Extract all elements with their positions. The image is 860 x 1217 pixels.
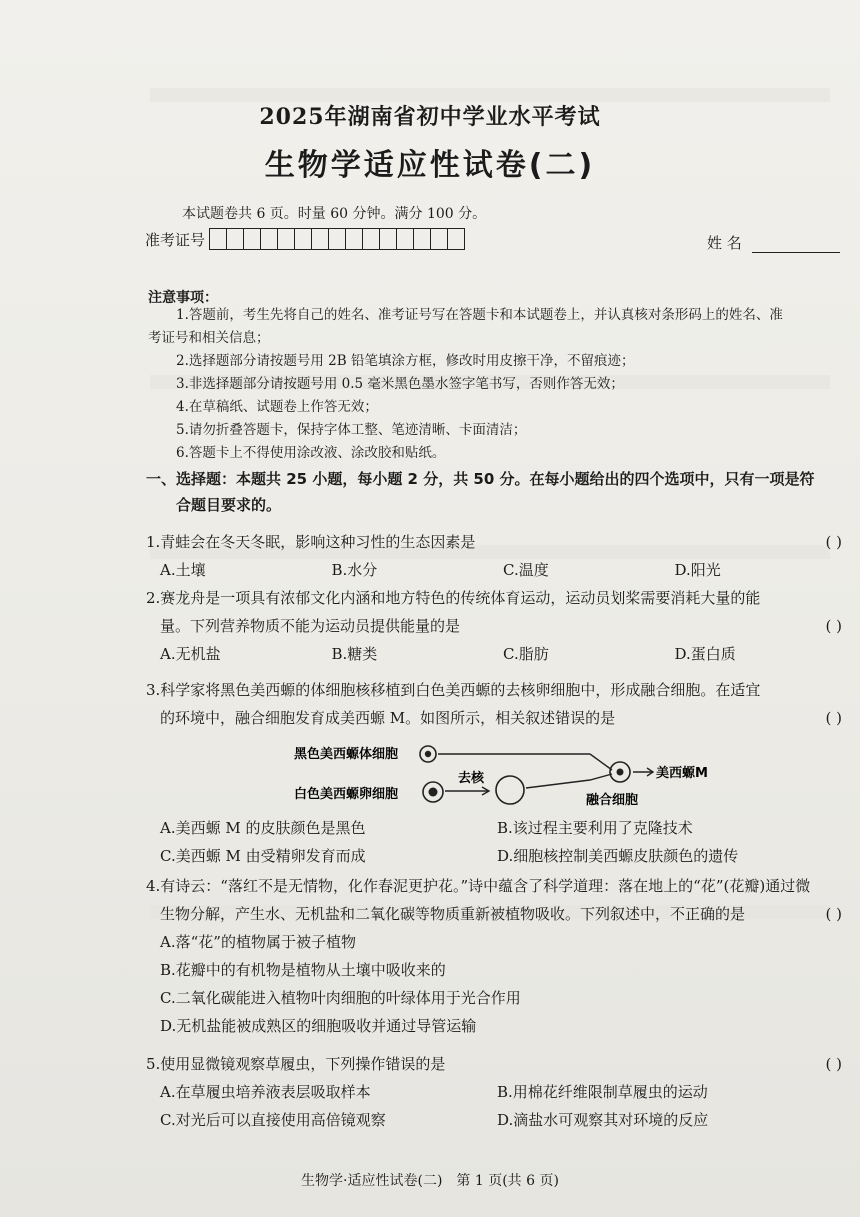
answer-bracket: ( ) xyxy=(825,533,842,551)
option-c: C.二氧化碳能进入植物叶肉细胞的叶绿体用于光合作用 xyxy=(160,989,521,1007)
notice-item: 4.在草稿纸、试题卷上作答无效； xyxy=(176,399,378,415)
name-field-row xyxy=(707,232,840,253)
option-d: D.蛋白质 xyxy=(674,645,736,663)
question-2 xyxy=(146,584,846,668)
notice-item: 1.答题前，考生先将自己的姓名、准考证号写在答题卡和本试题卷上，并认真核对条形码上的姓名、准 xyxy=(176,307,783,323)
question-stem: 5.使用显微镜观察草履虫，下列操作错误的是 xyxy=(146,1055,446,1073)
name-line[interactable] xyxy=(752,236,840,253)
notice-list xyxy=(148,304,848,465)
black-cell-nucleus xyxy=(425,751,431,757)
exam-subtitle: 生物学适应性试卷(二) xyxy=(264,148,596,183)
option-c: C.温度 xyxy=(503,561,549,579)
candidate-id-label: 准考证号 xyxy=(145,230,206,249)
question-stem: 生物分解，产生水、无机盐和二氧化碳等物质重新被植物吸收。下列叙述中，不正确的是 xyxy=(160,905,746,923)
question-3-options xyxy=(146,814,846,870)
option-c: C.美西螈 M 由受精卵发育而成 xyxy=(160,847,366,865)
notice-item: 2.选择题部分请按题号用 2B 铅笔填涂方框，修改时用皮擦干净，不留痕迹； xyxy=(176,353,635,369)
candidate-id-boxes[interactable] xyxy=(209,228,465,250)
answer-bracket: ( ) xyxy=(825,1055,842,1073)
option-a: A.无机盐 xyxy=(160,645,221,663)
notice-title: 注意事项： xyxy=(148,290,218,306)
notice-item: 5.请勿折叠答题卡，保持字体工整、笔迹清晰、卡面清洁； xyxy=(176,422,527,438)
notice-item: 3.非选择题部分请按题号用 0.5 毫米黑色墨水签字笔书写，否则作答无效； xyxy=(176,376,624,392)
option-d: D.滴盐水可观察其对环境的反应 xyxy=(497,1111,709,1129)
question-stem: 2.赛龙舟是一项具有浓郁文化内涵和地方特色的传统体育运动，运动员划桨需要消耗大量的能 xyxy=(146,589,761,607)
option-d: D.细胞核控制美西螈皮肤颜色的遗传 xyxy=(497,847,739,865)
question-stem: 量。下列营养物质不能为运动员提供能量的是 xyxy=(160,617,461,635)
option-b: B.用棉花纤维限制草履虫的运动 xyxy=(497,1083,708,1101)
question-4 xyxy=(146,872,846,1040)
option-b: B.花瓣中的有机物是植物从土壤中吸收来的 xyxy=(160,961,446,979)
option-d: D.无机盐能被成熟区的细胞吸收并通过导管运输 xyxy=(160,1017,477,1035)
label-white-egg: 白色美西螈卵细胞 xyxy=(294,787,399,802)
section-heading: 一、选择题：本题共 25 小题，每小题 2 分，共 50 分。在每小题给出的四个选项中，只有一项是符 合题目要求的。 xyxy=(146,470,815,514)
question-stem: 1.青蛙会在冬天冬眠，影响这种习性的生态因素是 xyxy=(146,533,476,551)
option-a: A.在草履虫培养液表层吸取样本 xyxy=(160,1083,371,1101)
exam-title: 2025年湖南省初中学业水平考试 xyxy=(259,104,601,130)
candidate-id-row xyxy=(145,228,465,250)
question-stem: 4.有诗云：“落红不是无情物，化作春泥更护花。”诗中蕴含了科学道理：落在地上的“花”(花瓣)通过微 xyxy=(146,877,811,895)
option-c: C.脂肪 xyxy=(503,645,549,663)
answer-bracket: ( ) xyxy=(825,617,842,635)
notice-item: 6.答题卡上不得使用涂改液、涂改胶和贴纸。 xyxy=(176,445,446,461)
option-a: A.落“花”的植物属于被子植物 xyxy=(160,933,356,951)
option-b: B.糖类 xyxy=(331,645,378,663)
fused-cell-nucleus xyxy=(617,769,624,776)
option-d: D.阳光 xyxy=(674,561,721,579)
question-stem: 3.科学家将黑色美西螈的体细胞核移植到白色美西螈的去核卵细胞中，形成融合细胞。在适宜 xyxy=(146,681,761,699)
name-label: 姓 名 xyxy=(707,234,742,252)
egg-nucleus xyxy=(429,788,438,797)
option-b: B.该过程主要利用了克隆技术 xyxy=(497,819,693,837)
notice-item: 考证号和相关信息； xyxy=(148,330,270,346)
question-3 xyxy=(146,676,846,732)
option-b: B.水分 xyxy=(331,561,378,579)
nuclear-transfer-diagram xyxy=(290,740,750,810)
option-a: A.土壤 xyxy=(160,561,206,579)
exam-info: 本试题卷共 6 页。时量 60 分钟。满分 100 分。 xyxy=(182,206,487,222)
question-1 xyxy=(146,528,846,584)
option-c: C.对光后可以直接使用高倍镜观察 xyxy=(160,1111,386,1129)
question-5 xyxy=(146,1050,846,1134)
enucleated-egg-cell xyxy=(496,776,524,804)
question-stem: 的环境中，融合细胞发育成美西螈 M。如图所示，相关叙述错误的是 xyxy=(160,709,616,727)
label-remove-nucleus: 去核 xyxy=(458,771,485,786)
label-result: 美西螈M xyxy=(656,766,708,781)
answer-bracket: ( ) xyxy=(825,709,842,727)
label-black-cell: 黑色美西螈体细胞 xyxy=(294,747,399,762)
label-fused-cell: 融合细胞 xyxy=(586,793,639,808)
answer-bracket: ( ) xyxy=(825,905,842,923)
page-footer: 生物学·适应性试卷(二) 第 1 页(共 6 页) xyxy=(301,1173,559,1189)
option-a: A.美西螈 M 的皮肤颜色是黑色 xyxy=(160,819,366,837)
